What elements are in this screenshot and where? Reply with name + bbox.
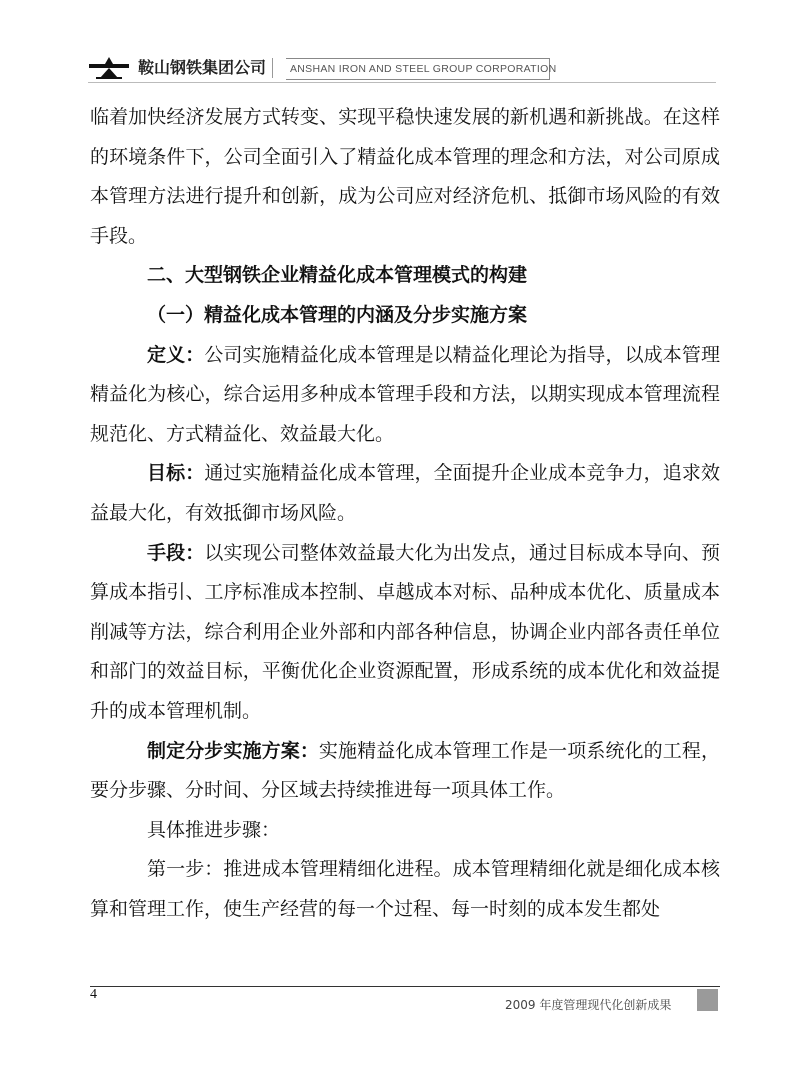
footer-title: 2009 年度管理现代化创新成果 [505, 998, 672, 1012]
footer-divider [90, 986, 720, 987]
page-number: 4 [90, 987, 97, 1002]
paragraph-goal [90, 454, 720, 533]
paragraph-plan [90, 732, 720, 811]
means-text: 以实现公司整体效益最大化为出发点，通过目标成本导向、预算成本指引、工序标准成本控制、卓越成本对标、品种成本优化、质量成本削减等方法，综合利用企业外部和内部各种信息，协调企业内部各责任单位和部门的效益目标，平衡优化企业资源配置，形成系统的成本优化和效益提升的成本管理机制。 [90, 541, 720, 722]
goal-text: 通过实施精益化成本管理，全面提升企业成本竞争力，追求效益最大化，有效抵御市场风险。 [90, 462, 720, 524]
section-heading: 二、大型钢铁企业精益化成本管理模式的构建 [147, 264, 528, 287]
subsection-heading: （一）精益化成本管理的内涵及分步实施方案 [147, 303, 528, 326]
plan-text: 实施精益化成本管理工作是一项系统化的工程，要分步骤、分时间、分区域去持续推进每一项具体工作。 [90, 739, 720, 802]
header-divider [88, 82, 716, 83]
paragraph-step1: 第一步：推进成本管理精细化进程。成本管理精细化就是细化成本核算和管理工作，使生产经营的每一个过程、每一时刻的成本发生都处 [90, 858, 720, 920]
company-name-en: ANSHAN IRON AND STEEL GROUP CORPORATION [286, 58, 550, 80]
paragraph-intro: 临着加快经济发展方式转变、实现平稳快速发展的新机遇和新挑战。在这样的环境条件下，公司全面引入了精益化成本管理的理念和方法，对公司原成本管理方法进行提升和创新，成为公司应对经济危机、抵御市场风险的有效手段。 [90, 106, 720, 247]
page-header [88, 52, 557, 82]
document-body [90, 98, 720, 929]
paragraph-definition [90, 336, 720, 455]
plan-label: 制定分步实施方案： [147, 739, 319, 762]
definition-text: 公司实施精益化成本管理是以精益化理论为指导，以成本管理精益化为核心，综合运用多种成本管理手段和方法，以期实现成本管理流程规范化、方式精益化、效益最大化。 [90, 343, 720, 445]
ansteel-logo-icon [88, 54, 130, 80]
goal-label: 目标： [147, 462, 205, 485]
footer-gray-block [697, 989, 718, 1011]
definition-label: 定义： [147, 343, 205, 366]
paragraph-steps-intro: 具体推进步骤： [147, 818, 281, 841]
means-label: 手段： [147, 541, 205, 564]
company-name-cn: 鞍山钢铁集团公司 [138, 58, 273, 78]
paragraph-means [90, 534, 720, 732]
